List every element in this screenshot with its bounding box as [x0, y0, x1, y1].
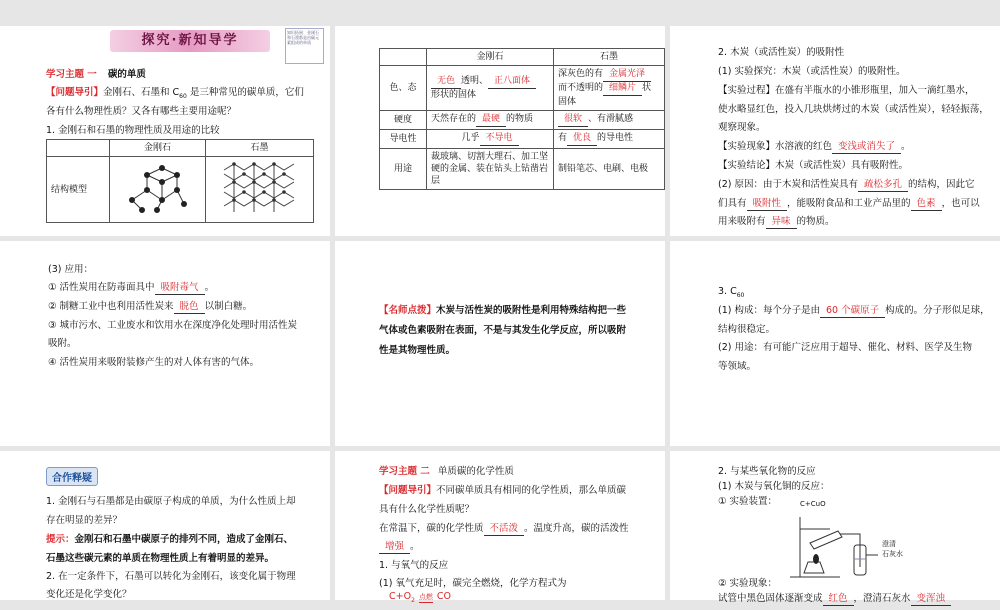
guide-text: 是三种常见的碳单质，它们	[186, 87, 304, 98]
line-2	[379, 538, 420, 556]
apparatus-diagram-icon	[780, 507, 920, 579]
answer: 无色	[431, 75, 461, 89]
text: 。	[410, 541, 420, 552]
text: ，澄清石灰水	[853, 593, 911, 604]
line-4: ② 实验现象：	[718, 578, 778, 589]
tip-tag: 【名师点拨】	[379, 305, 437, 316]
text: 水溶液的红色	[775, 141, 833, 152]
text: 木炭与活性炭的吸附性是利用特殊结构把一些	[436, 305, 627, 316]
topic-heading	[46, 66, 146, 84]
text: (2) 原因：由于木炭和活性炭具有	[718, 179, 858, 190]
guide-tag: 【问题导引】	[46, 87, 104, 98]
line-1	[379, 520, 629, 538]
line-2: (1) 木炭与氧化铜的反应：	[718, 481, 830, 492]
section-banner: 探究·新知导学	[110, 30, 270, 52]
header-blank	[47, 140, 110, 157]
line-3	[718, 82, 975, 100]
slide-c60	[670, 241, 1000, 446]
q1-line-1: 1. 金刚石与石墨都是由碳原子构成的单质，为什么性质上却	[46, 496, 296, 507]
text: 木炭（或活性炭）具有吸附性。	[775, 160, 909, 171]
row-label-hardness: 硬度	[380, 111, 427, 130]
text: ① 活性炭用在防毒面具中	[48, 282, 155, 293]
answer: 60 个碳原子	[820, 304, 885, 318]
line-2	[48, 279, 214, 297]
tip-line-3: 性是其物理性质。	[379, 345, 456, 356]
answer: 细鳞片	[603, 82, 642, 96]
cell-text: 状固体	[558, 83, 652, 107]
text: ，能吸附食品和工业产品里的	[787, 198, 911, 209]
answer: 增强	[379, 540, 410, 554]
line-1: 2. 与某些氧化物的反应	[718, 466, 816, 477]
graphite-conductivity-cell	[554, 130, 665, 149]
text: 的结构，因此它	[908, 179, 975, 190]
cooperation-badge: 合作释疑	[46, 467, 98, 486]
subscript: 60	[736, 291, 745, 299]
line-4: (1) 氧气充足时，碳完全燃烧，化学方程式为	[379, 578, 567, 589]
line-5: 等领域。	[718, 361, 757, 372]
graphite-use-cell: 制铅笔芯、电刷、电极	[554, 149, 665, 190]
answer: 不活泼	[484, 522, 525, 536]
line-3: 1. 与氧气的反应	[379, 560, 449, 571]
structure-table	[46, 139, 314, 223]
line-1: (3) 应用：	[48, 264, 93, 275]
text: 们具有	[718, 198, 747, 209]
cell-text: 天然存在的	[431, 114, 477, 124]
answer: 正八面体	[488, 75, 536, 89]
topic-title: 碳的单质	[107, 69, 146, 80]
header-blank	[380, 49, 427, 66]
q2-line-1: 2. 在一定条件下，石墨可以转化为金刚石，该变化属于物理	[46, 571, 296, 582]
header-diamond: 金刚石	[110, 140, 206, 157]
answer: 金属光泽	[603, 68, 651, 82]
answer: 色素	[911, 197, 942, 211]
cell-text: 透明、	[461, 76, 489, 86]
cell-text: 有	[558, 133, 568, 143]
diamond-hardness-cell	[427, 111, 554, 130]
line-4: (2) 用途：有可能广泛应用于超导、催化、材料、医学及生物	[718, 342, 972, 353]
row-label-conductivity: 导电性	[380, 130, 427, 149]
tip-line-2: 石墨这些碳元素的单质在物理性质上有着明显的差异。	[46, 553, 275, 564]
row-label-color: 色、态	[380, 66, 427, 111]
text: 构成的。分子形似足球，	[885, 305, 990, 316]
diamond-lattice-icon	[122, 160, 192, 216]
side-note: 知识拓展：金刚石和石墨都是由碳元素组成的单质	[285, 28, 324, 64]
slide-adsorption	[670, 26, 1000, 236]
answer: 优良	[567, 132, 597, 146]
topic-label: 学习主题 一	[46, 69, 97, 80]
guide-tag: 【问题导引】	[379, 485, 437, 496]
answer: 不导电	[480, 132, 519, 146]
graphite-color-cell	[554, 66, 665, 111]
line-1: 2. 木炭（或活性炭）的吸附性	[718, 47, 845, 58]
answer: 疏松多孔	[858, 178, 908, 192]
line-6: ④ 活性炭用来吸附装修产生的对人体有害的气体。	[48, 357, 260, 368]
text: 。	[901, 141, 911, 152]
line-2: (1) 实验探究：木炭（或活性炭）的吸附性。	[718, 66, 906, 77]
text: 在常温下，碳的化学性质	[379, 523, 484, 534]
diamond-color-cell	[427, 66, 554, 111]
slide-cooperation	[0, 451, 330, 600]
q1-line-2: 存在明显的差异？	[46, 515, 123, 526]
line-7	[718, 157, 908, 175]
item-heading: 1. 金刚石和石墨的物理性质及用途的比较	[46, 125, 220, 136]
subscript: 2	[411, 596, 415, 604]
diamond-use-cell: 裁玻璃、切割大理石、加工坚硬的金属、装在钻头上钻凿岩层	[427, 149, 554, 190]
row-label-use: 用途	[380, 149, 427, 190]
line-4: 使水略显红色，投入几块烘烤过的木炭（或活性炭），轻轻振荡，	[718, 104, 989, 115]
line-8	[718, 176, 975, 194]
line-5	[718, 590, 951, 608]
slide-applications	[0, 241, 330, 446]
answer: 变浑浊	[911, 592, 952, 606]
answer: 吸附性	[747, 197, 788, 211]
text: 在盛有半瓶水的小锥形瓶里，加入一滴红墨水，	[775, 85, 975, 96]
text: C+O	[389, 591, 412, 602]
answer: 变浅或消失了	[832, 140, 901, 154]
tip-line-2: 气体或色素吸附在表面，不是与其发生化学反应，所以吸附	[379, 325, 627, 336]
slide-chemical-properties	[335, 451, 665, 604]
text: 以制白糖。	[204, 301, 253, 312]
answer: 脱色	[174, 300, 205, 314]
subscript: 60	[179, 92, 187, 100]
text: (1) 构成：每个分子是由	[718, 305, 820, 316]
graphite-hardness-cell	[554, 111, 665, 130]
cell-text: 几乎	[461, 133, 480, 143]
answer: 很软	[558, 113, 588, 127]
figure-label-right-2: 石灰水	[882, 550, 903, 558]
tag: 【实验现象】	[718, 141, 776, 152]
text: 不同碳单质具有相同的化学性质，那么单质碳	[436, 485, 627, 496]
line-10	[718, 213, 835, 231]
topic-heading	[379, 463, 514, 481]
line-5: 吸附。	[48, 338, 77, 349]
row-label-model: 结构模型	[47, 157, 110, 223]
property-table	[379, 48, 665, 190]
line-4: ③ 城市污水、工业废水和饮用水在深度净化处理时用活性炭	[48, 320, 298, 331]
tip-line-1	[46, 531, 293, 549]
diamond-model-cell	[110, 157, 206, 223]
condition: 点燃	[418, 593, 433, 601]
cell-text: 深灰色的有	[558, 69, 604, 79]
equation	[389, 588, 451, 610]
topic-label: 学习主题 二	[379, 466, 430, 477]
header-diamond: 金刚石	[427, 49, 554, 66]
graphite-layers-icon	[219, 160, 299, 216]
line-2	[718, 302, 990, 320]
figure-label-top: C+CuO	[800, 500, 826, 508]
diamond-conductivity-cell	[427, 130, 554, 149]
graphite-model-cell	[205, 157, 313, 223]
slide-reduction	[670, 451, 1000, 604]
text: 。	[204, 282, 215, 293]
slide-teacher-tip	[335, 241, 665, 446]
header-graphite: 石墨	[554, 49, 665, 66]
topic-title: 单质碳的化学性质	[437, 466, 514, 477]
cell-text: 而不透明的	[558, 83, 604, 93]
figure-label-right-1: 澄清	[882, 540, 896, 548]
answer: 吸附毒气	[155, 281, 205, 295]
cell-text: 形状的固体	[431, 90, 477, 100]
line-5: 观察现象。	[718, 122, 766, 133]
line-3: 结构很稳定。	[718, 324, 776, 335]
text: CO	[436, 591, 452, 602]
tip-tag: 提示：	[46, 534, 75, 545]
cell-text: 、有滑腻感	[588, 114, 634, 124]
text: 用来吸附有	[718, 216, 766, 227]
header-graphite: 石墨	[205, 140, 313, 157]
line-3: ① 实验装置：	[718, 496, 778, 507]
line-9	[718, 195, 980, 213]
answer: 红色	[823, 592, 854, 606]
guide-line-1	[379, 482, 626, 500]
tag: 【实验结论】	[718, 160, 776, 171]
guide-line-2: 具有什么化学性质呢？	[379, 504, 475, 515]
tip-line-1	[379, 301, 626, 321]
text: 3. C	[718, 286, 737, 297]
text: 。温度升高，碳的活泼性	[524, 523, 629, 534]
text: 的物质。	[796, 216, 835, 227]
guide-text: 金刚石、石墨和 C	[103, 87, 180, 98]
cell-text: 的导电性	[597, 133, 634, 143]
text: ，也可以	[941, 198, 980, 209]
slide-comparison-table	[335, 26, 665, 236]
answer: 异味	[766, 215, 797, 229]
line-3	[48, 298, 252, 316]
text: 金刚石和石墨中碳原子的排列不同，造成了金刚石、	[74, 534, 294, 545]
slide-carbon-allotropes	[0, 26, 330, 236]
text: 试管中黑色固体逐渐变成	[718, 593, 823, 604]
tag: 【实验过程】	[718, 85, 776, 96]
cell-text: 的物质	[506, 114, 534, 124]
line-6	[718, 138, 911, 156]
q2-line-2: 变化还是化学变化？	[46, 589, 132, 600]
text: ② 制糖工业中也利用活性炭来	[48, 301, 174, 312]
answer: 最硬	[476, 113, 506, 127]
guide-line-2: 各有什么物理性质？又各有哪些主要用途呢？	[46, 106, 237, 117]
